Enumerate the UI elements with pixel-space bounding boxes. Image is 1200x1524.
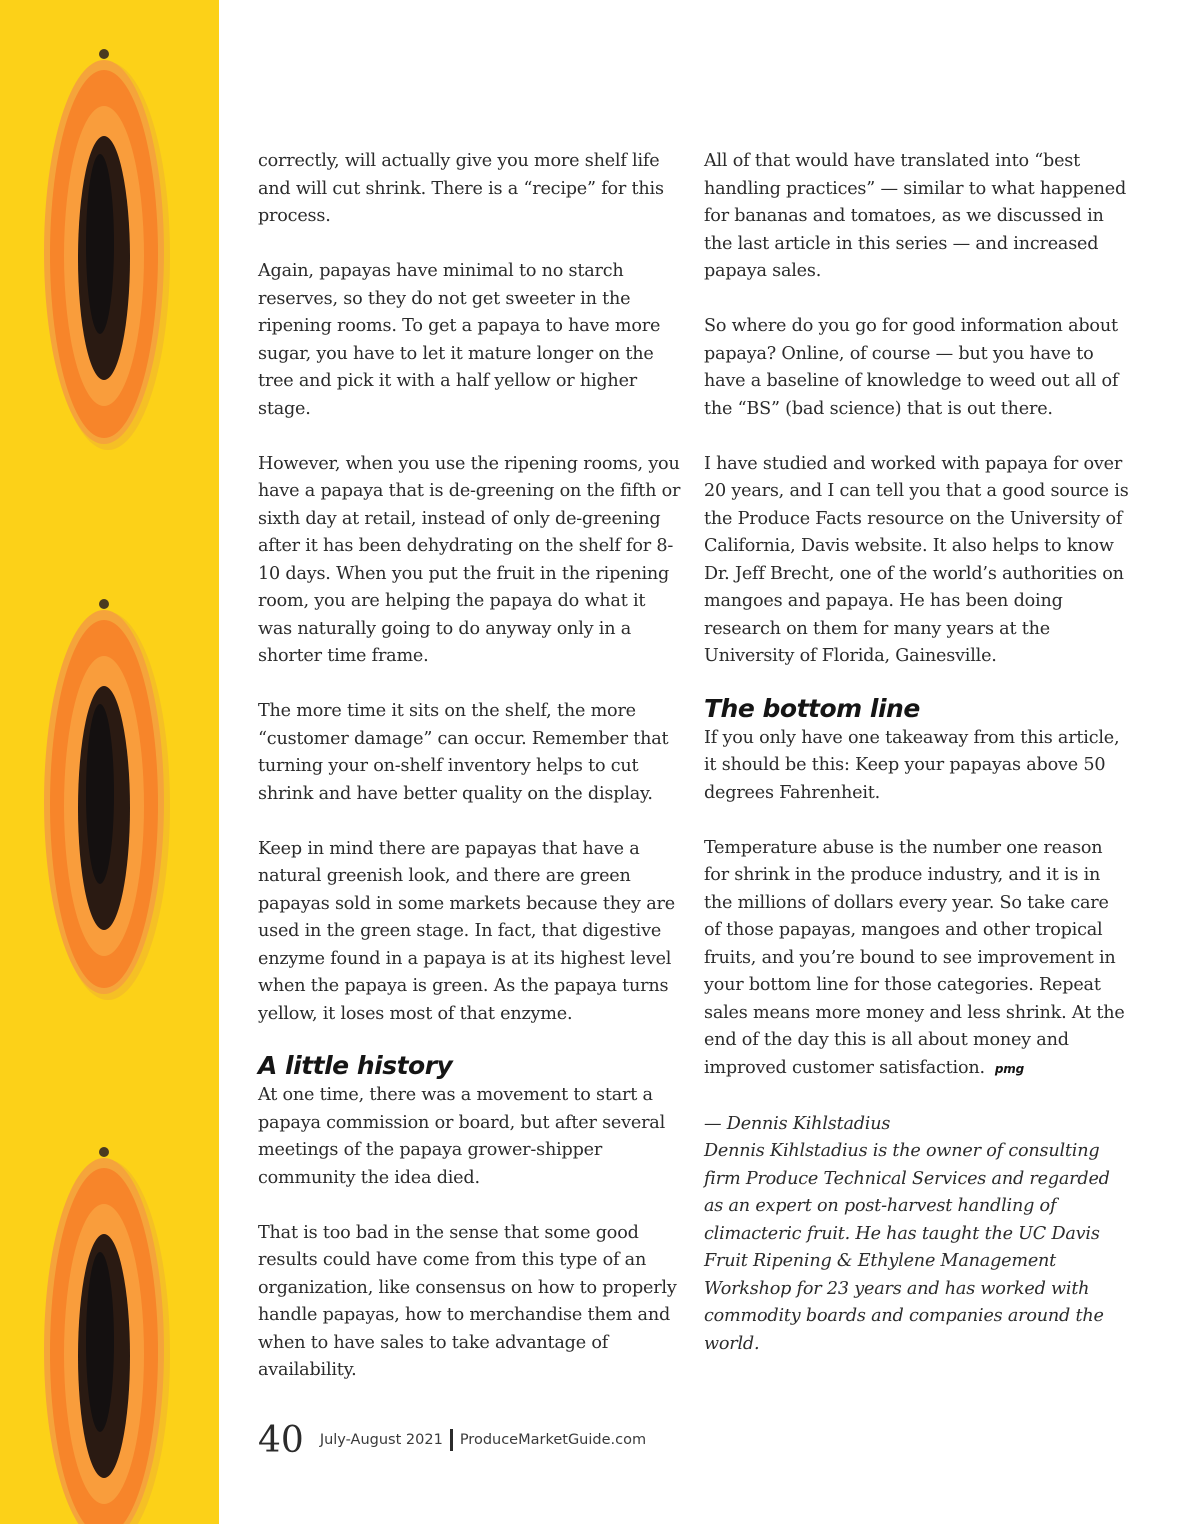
body-paragraph-final	[704, 835, 1129, 1084]
pmg-end-mark: pmg	[994, 1061, 1024, 1076]
body-paragraph: Keep in mind there are papayas that have a natural greenish look, and there are green papayas sold in some markets because they are used in the green stage. In fact, that digestive enzyme found in a papaya is at its highest level when the papaya is green. As the papaya turns yellow, it loses most of that enzyme.	[258, 838, 675, 1024]
author-bio: Dennis Kihlstadius is the owner of consulting firm Produce Technical Services and regarded as an expert on post-harvest handling of climacteric fruit. He has taught the UC Davis Fruit Ripening & Ethylene Management Workshop for 23 years and has worked with commodity boards and companies around the world.	[704, 1141, 1110, 1354]
page-number: 40	[258, 1419, 304, 1461]
body-paragraph: All of that would have translated into “best handling practices” — similar to what happened for bananas and tomatoes, as we discussed in the last article in this series — and increased papaya sales.	[704, 151, 1127, 281]
body-paragraph: However, when you use the ripening rooms, you have a papaya that is de-greening on the fifth or sixth day at retail, instead of only de-greening after it has been dehydrating on the shelf for 8-10 days. When you put the fruit in the ripening room, you are helping the papaya do what it was naturally going to do anyway only in a shorter time frame.	[258, 453, 681, 666]
final-paragraph-text: Temperature abuse is the number one reason for shrink in the produce industry, and it is in the millions of dollars every year. So take care of those papayas, mangoes and other tropical fruits, and you’re bound to see improvement in your bottom line for those categories. Repeat sales means more money and less shrink. At the end of the day this is all about money and improved customer satisfaction.	[704, 837, 1125, 1078]
left-text-column	[258, 148, 683, 1385]
body-paragraph: I have studied and worked with papaya for over 20 years, and I can tell you that a good source is the Produce Facts resource on the University of California, Davis website. It also helps to know Dr. Jeff Brecht, one of the world’s authorities on mangoes and papaya. He has been doing research on them for many years at the University of Florida, Gainesville.	[704, 453, 1129, 666]
papaya-half-image	[40, 44, 170, 454]
right-text-column	[704, 148, 1129, 1358]
body-paragraph: That is too bad in the sense that some good results could have come from this type of an organization, like consensus on how to properly handle papayas, how to merchandise them and when to have sales to take advantage of availability.	[258, 1222, 677, 1380]
body-paragraph: Again, papayas have minimal to no starch reserves, so they do not get sweeter in the ripening rooms. To get a papaya to have more sugar, you have to let it mature longer on the tree and pick it with a half yellow or higher stage.	[258, 261, 661, 419]
author-signature: — Dennis Kihlstadius	[704, 1113, 891, 1134]
subhead-the-bottom-line: The bottom line	[704, 693, 920, 723]
page-footer	[258, 1418, 646, 1462]
papaya-half-image	[40, 594, 170, 1004]
footer-divider	[450, 1429, 453, 1451]
subhead-a-little-history: A little history	[258, 1051, 453, 1080]
website-link[interactable]: ProduceMarketGuide.com	[459, 1432, 647, 1448]
yellow-sidebar	[0, 0, 219, 1524]
papaya-half-image	[40, 1142, 170, 1524]
body-paragraph: correctly, will actually give you more shelf life and will cut shrink. There is a “recipe” for this process.	[258, 151, 664, 226]
body-paragraph: At one time, there was a movement to start a papaya commission or board, but after several meetings of the papaya grower-shipper community the idea died.	[258, 1085, 666, 1188]
issue-date: July-August 2021	[319, 1432, 443, 1448]
body-paragraph: So where do you go for good information about papaya? Online, of course — but you have to have a baseline of knowledge to weed out all of the “BS” (bad science) that is out there.	[704, 316, 1119, 419]
body-paragraph: If you only have one takeaway from this article, it should be this: Keep your papayas above 50 degrees Fahrenheit.	[704, 727, 1120, 803]
body-paragraph: The more time it sits on the shelf, the more “customer damage” can occur. Remember that turning your on-shelf inventory helps to cut shrink and have better quality on the display.	[258, 701, 669, 804]
